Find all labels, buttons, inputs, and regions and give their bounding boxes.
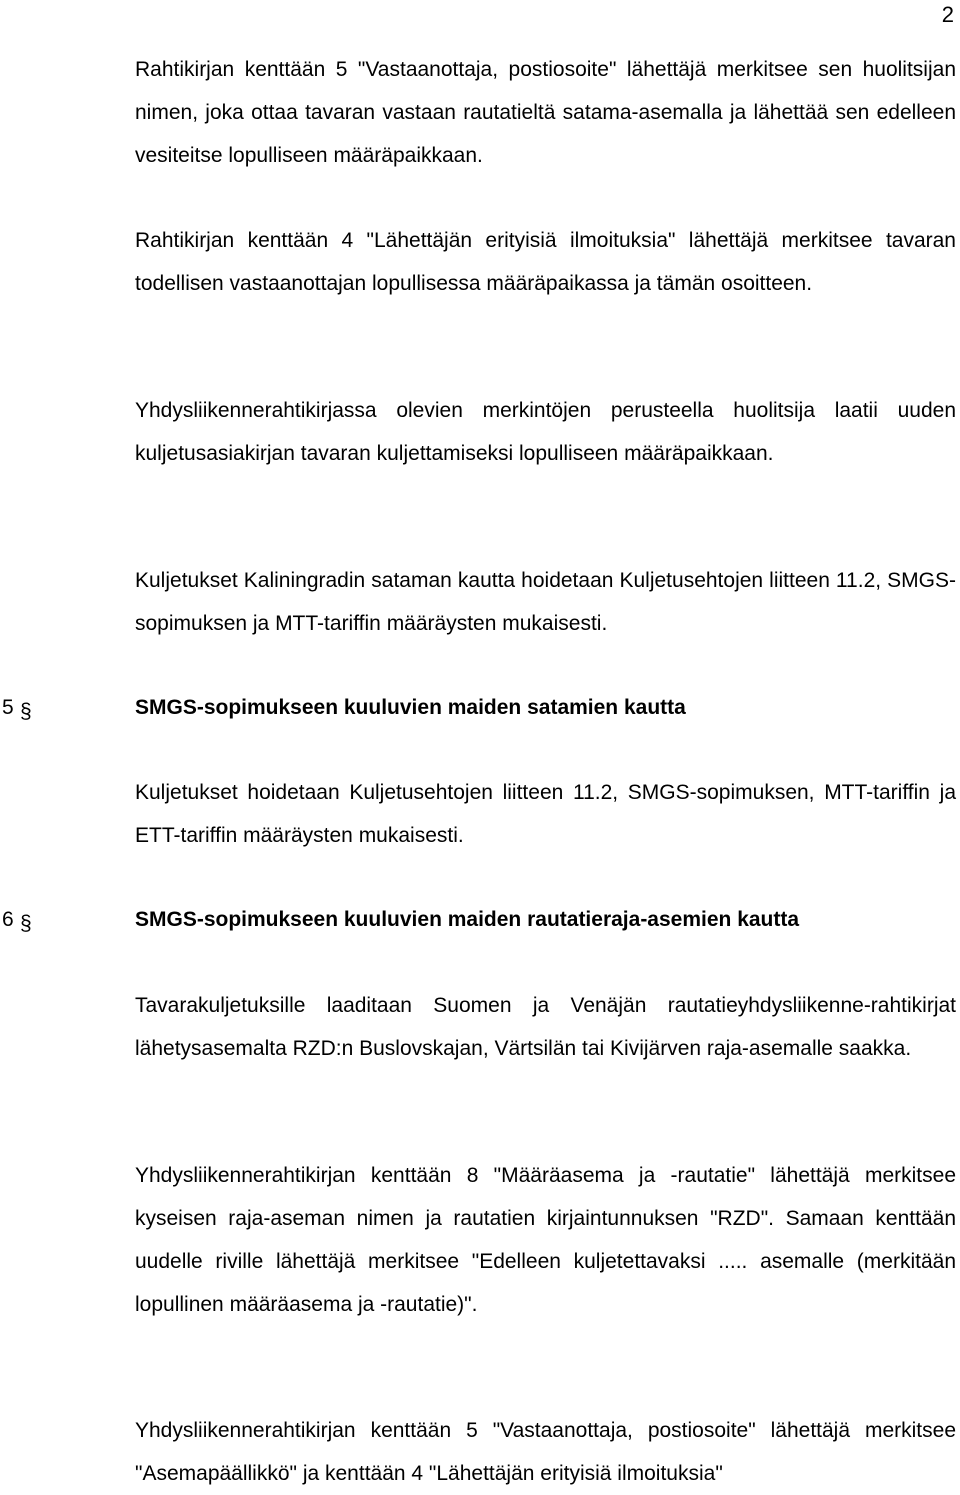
- section-5-number: 5: [2, 696, 14, 719]
- paragraph-yhdysliikenne-huolitsija: Yhdysliikennerahtikirjassa olevien merkintöjen perusteella huolitsija laatii uuden kuljetusasiakirjan tavaran kuljettamiseksi lopulliseen määräpaikkaan.: [135, 399, 956, 465]
- section-6-paragraph-rahtikirjat: Tavarakuljetuksille laaditaan Suomen ja Venäjän rautatieyhdysliikenne-rahtikirjat lähetysasemalta RZD:n Buslovskajan, Värtsilän tai Kivijärven raja-asemalle saakka.: [135, 994, 956, 1060]
- paragraph-kaliningrad: Kuljetukset Kaliningradin sataman kautta hoidetaan Kuljetusehtojen liitteen 11.2, SMGS-sopimuksen ja MTT-tariffin määräysten mukaisesti.: [135, 569, 956, 635]
- section-5-heading: SMGS-sopimukseen kuuluvien maiden satamien kautta: [135, 696, 686, 719]
- section-6-paragraph-field5: Yhdysliikennerahtikirjan kenttään 5 "Vastaanottaja, postiosoite" lähettäjä merkitsee "Asemapäällikkö" ja kenttään 4 "Lähettäjän erityisiä ilmoituksia": [135, 1419, 956, 1485]
- section-6-mark: §: [20, 912, 32, 935]
- paragraph-rahtikirja-field4: Rahtikirjan kenttään 4 "Lähettäjän erityisiä ilmoituksia" lähettäjä merkitsee tavaran todellisen vastaanottajan lopullisessa määräpaikassa ja tämän osoitteen.: [135, 229, 956, 295]
- page-number: 2: [941, 2, 954, 27]
- section-6-heading: SMGS-sopimukseen kuuluvien maiden rautatieraja-asemien kautta: [135, 908, 800, 931]
- section-6-number: 6: [2, 908, 14, 931]
- section-5-mark: §: [20, 700, 32, 723]
- paragraph-rahtikirja-field5: Rahtikirjan kenttään 5 "Vastaanottaja, postiosoite" lähettäjä merkitsee sen huolitsijan nimen, joka ottaa tavaran vastaan rautatieltä satama-asemalla ja lähettää sen edelleen vesiteitse lopulliseen määräpaikkaan.: [135, 58, 956, 167]
- section-6-paragraph-field8: Yhdysliikennerahtikirjan kenttään 8 "Määräasema ja -rautatie" lähettäjä merkitsee kyseisen raja-aseman nimen ja rautatien kirjaintunnuksen "RZD". Samaan kenttään uudelle riville lähettäjä merkitsee "Edelleen kuljetettavaksi ..... asemalle (merkitään lopullinen määräasema ja -rautatie)".: [135, 1164, 956, 1316]
- section-5-paragraph: Kuljetukset hoidetaan Kuljetusehtojen liitteen 11.2, SMGS-sopimuksen, MTT-tariffin ja ETT-tariffin määräysten mukaisesti.: [135, 781, 956, 847]
